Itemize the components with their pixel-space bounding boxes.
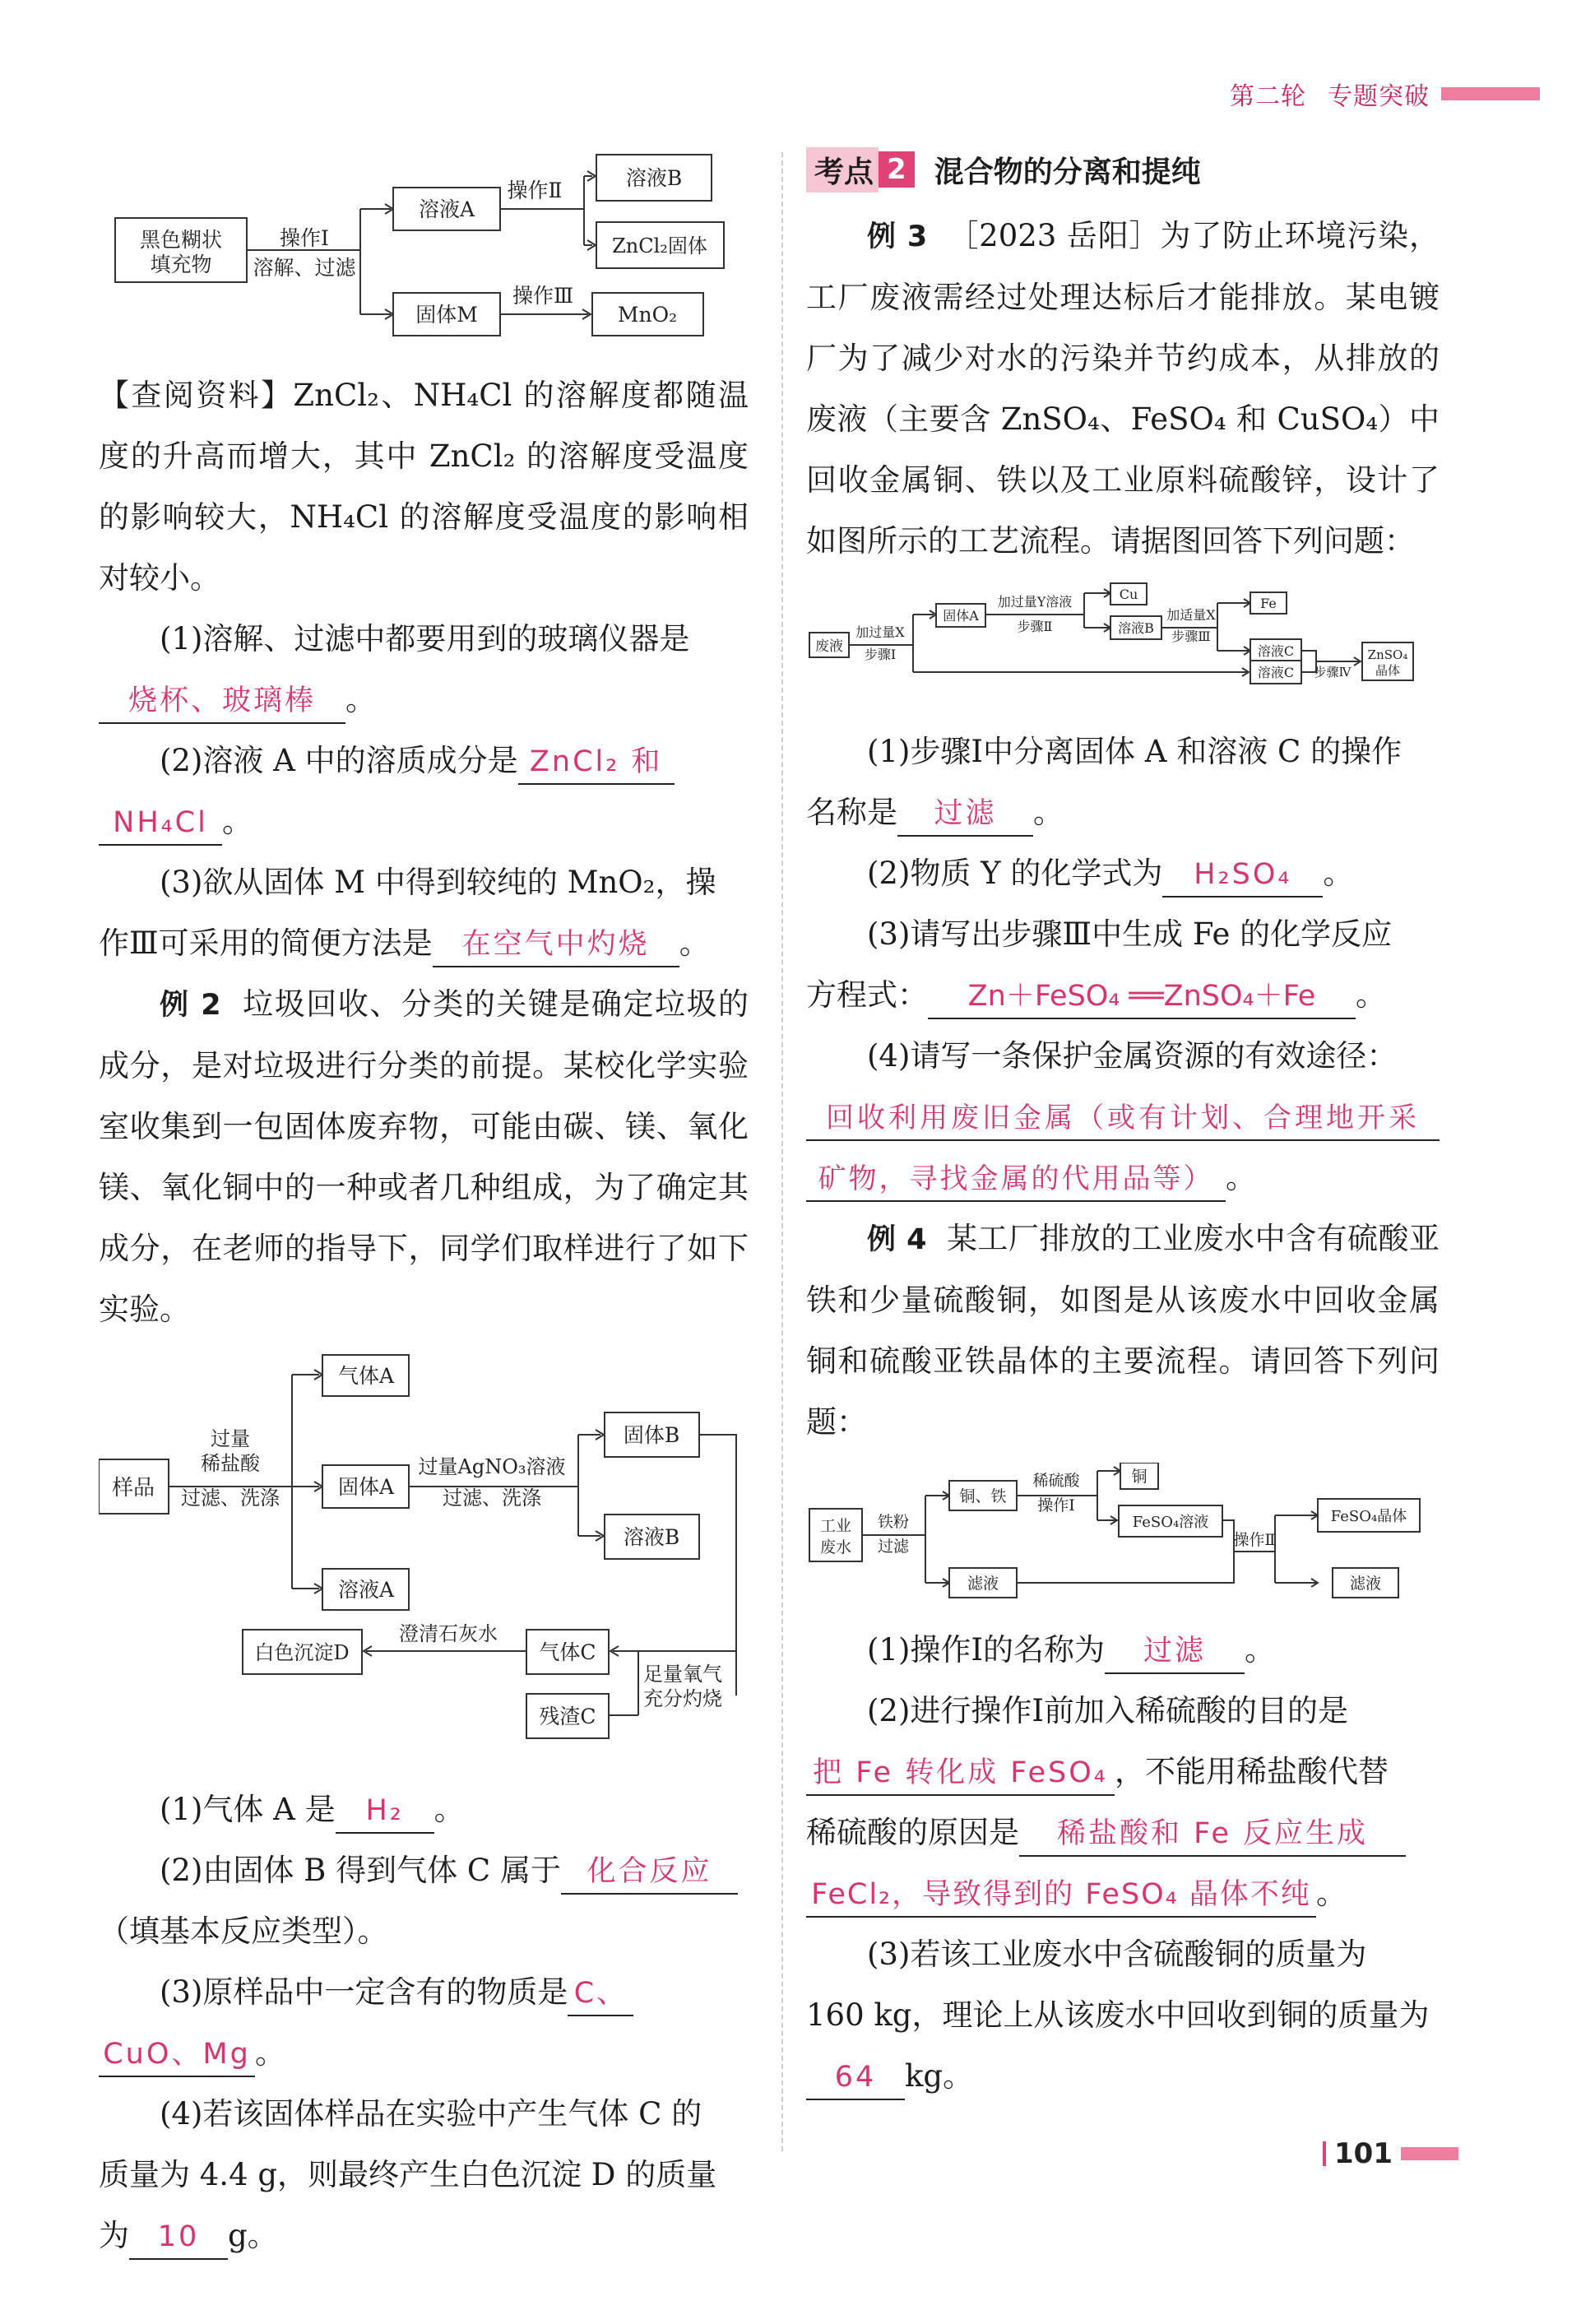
r-answer-4b: 矿物，寻找金属的代用品等） xyxy=(806,1157,1226,1202)
r2-label-b: 过滤、洗涤 xyxy=(443,1487,541,1510)
answer-7: 10 xyxy=(129,2215,228,2260)
page-number-text: 101 xyxy=(1334,2137,1393,2170)
page-number xyxy=(1323,2137,1458,2170)
box-solidB-label: 固体B xyxy=(623,1423,680,1447)
r3-label-a: 足量氧气 xyxy=(643,1663,722,1686)
r-answer-6c: FeCl₂，导致得到的 FeSO₄ 晶体不纯 xyxy=(806,1873,1316,1918)
r3-label-b: 充分灼烧 xyxy=(643,1687,722,1710)
example-4: 例 4 某工厂排放的工业废水中含有硫酸亚铁和少量硫酸铜，如图是从该废水中回收金属铜和硫酸亚铁晶体的主要流程。请回答下列问题： xyxy=(806,1221,1440,1440)
question-1: (1)溶解、过滤中都要用到的玻璃仪器是 xyxy=(160,621,690,656)
op4-label: 操作Ⅱ xyxy=(1233,1531,1276,1549)
box-solB3-label: 溶液B xyxy=(1118,620,1154,636)
r-question-6: (2)进行操作Ⅰ前加入稀硫酸的目的是 xyxy=(867,1693,1349,1728)
box-filt1-label: 滤液 xyxy=(967,1575,999,1593)
example-2-label: 例 2 xyxy=(160,989,221,1022)
header-bar xyxy=(1441,87,1540,100)
question-6-line2: CuO、Mg 。 xyxy=(99,2023,749,2084)
r-question-4-line3: 矿物，寻找金属的代用品等） 。 xyxy=(806,1148,1440,1208)
r4-label-b: 过滤 xyxy=(877,1538,910,1556)
r-answer-7: 64 xyxy=(806,2056,905,2100)
box-start-label-2: 填充物 xyxy=(150,253,212,276)
r-question-6-line2: 把 Fe 转化成 FeSO₄ ，不能用稀盐酸代替 xyxy=(806,1742,1440,1802)
box-start-label: 黑色糊状 xyxy=(139,228,223,252)
box-residueC-label: 残渣C xyxy=(539,1705,596,1728)
question-4: (1)气体 A 是 H₂ 。 xyxy=(99,1779,749,1840)
r-question-7: (3)若该工业废水中含硫酸铜的质量为 xyxy=(867,1937,1367,1972)
box-solC3a-label: 溶液C xyxy=(1257,643,1295,659)
question-7-line2: 质量为 4.4 g，则最终产生白色沉淀 D 的质量 xyxy=(99,2157,717,2192)
r-answer-4a: 回收利用废旧金属（或有计划、合理地开采 xyxy=(806,1097,1440,1141)
flow-diagram-1 xyxy=(99,140,749,354)
question-3-line2: 作Ⅲ可采用的简便方法是 在空气中灼烧 。 xyxy=(99,913,749,974)
box-waste4-label-2: 废水 xyxy=(819,1538,852,1556)
page-number-bar xyxy=(1323,2141,1326,2166)
box-solidA-label: 固体A xyxy=(337,1475,395,1499)
answer-6b: CuO、Mg xyxy=(99,2033,255,2077)
header-section: 第二轮 xyxy=(1230,82,1306,111)
answer-4: H₂ xyxy=(336,1789,434,1834)
topic-kaodian: 考点 xyxy=(806,147,879,193)
question-5-line2: （填基本反应类型）。 xyxy=(99,1913,388,1949)
s3-label-a: 加适量X xyxy=(1166,607,1216,623)
box-solB-label: 溶液B xyxy=(625,166,683,190)
box-waste4-label: 工业 xyxy=(819,1517,852,1535)
left-column xyxy=(99,140,749,2266)
answer-6a: C、 xyxy=(568,1972,633,2016)
box-sample-label: 样品 xyxy=(111,1476,155,1501)
info-paragraph: 【查阅资料】ZnCl₂、NH₄Cl 的溶解度都随温度的升高而增大，其中 ZnCl₂ 的溶解度受温度的影响较大，NH₄Cl 的溶解度受温度的影响相对较小。 xyxy=(99,378,749,596)
question-5: (2)由固体 B 得到气体 C 属于 化合反应 xyxy=(99,1840,749,1901)
s2-label-a: 加过量Y溶液 xyxy=(997,594,1073,610)
op1-sublabel: 溶解、过滤 xyxy=(253,256,356,280)
box-solA2-label: 溶液A xyxy=(337,1578,395,1602)
s4-label: 步骤Ⅳ xyxy=(1314,665,1352,680)
r1-label-b: 稀盐酸 xyxy=(201,1452,260,1475)
question-7-line3: 为 10 g。 xyxy=(99,2206,749,2266)
r4-label-a: 铁粉 xyxy=(877,1513,910,1531)
topic-header xyxy=(806,145,1440,194)
question-2-answer-line: NH₄Cl 。 xyxy=(99,791,749,852)
example-2: 例 2 垃圾回收、分类的关键是确定垃圾的成分，是对垃圾进行分类的前提。某校化学实验室收集到一包固体废弃物，可能由碳、镁、氧化镁、氧化铜中的一种或者几种组成，为了确定其成分，在老师的指导下，同学们取样进行了如下实验。 xyxy=(99,986,749,1327)
r-question-4: (4)请写一条保护金属资源的有效途径： xyxy=(867,1038,1398,1074)
r-question-3-line2: 方程式： Zn＋FeSO₄ ══ZnSO₄＋Fe 。 xyxy=(806,965,1440,1026)
flow-diagram-4 xyxy=(806,1463,1440,1615)
page-header xyxy=(1230,76,1540,112)
s2-label-b: 步骤Ⅱ xyxy=(1017,619,1053,634)
op1-label: 操作Ⅰ xyxy=(280,226,329,250)
r-answer-2: H₂SO₄ xyxy=(1162,853,1323,898)
question-1-answer-line: 烧杯、玻璃棒 。 xyxy=(99,670,749,731)
header-topic: 专题突破 xyxy=(1328,82,1430,111)
r1-label-a: 过量 xyxy=(211,1427,250,1450)
s1-label-b: 步骤Ⅰ xyxy=(864,647,897,662)
r1-label-c: 过滤、洗涤 xyxy=(181,1487,280,1510)
question-6: (3)原样品中一定含有的物质是 C、 xyxy=(99,1962,749,2023)
box-fe3-label: Fe xyxy=(1260,596,1277,611)
s3-label-b: 步骤Ⅲ xyxy=(1171,629,1211,644)
answer-3: 在空气中灼烧 xyxy=(433,923,679,967)
answer-2b: NH₄Cl xyxy=(99,801,222,846)
r-question-1: (1)步骤Ⅰ中分离固体 A 和溶液 C 的操作 xyxy=(867,734,1402,769)
box-solB2-label: 溶液B xyxy=(623,1525,680,1549)
example-4-label: 例 4 xyxy=(867,1223,927,1256)
s1-label-a: 加过量X xyxy=(855,624,905,640)
question-2: (2)溶液 A 中的溶质成分是 ZnCl₂ 和 xyxy=(99,731,749,791)
box-znso4-label: ZnSO₄ xyxy=(1367,647,1408,662)
right-column xyxy=(806,145,1440,2107)
box-solC3b-label: 溶液C xyxy=(1257,665,1295,680)
example-3-label: 例 3 xyxy=(867,220,928,253)
question-3: (3)欲从固体 M 中得到较纯的 MnO₂，操 xyxy=(160,865,716,900)
question-7: (4)若该固体样品在实验中产生气体 C 的 xyxy=(160,2096,702,2131)
box-feso4-label: FeSO₄溶液 xyxy=(1132,1514,1209,1531)
r-question-4-line2 xyxy=(806,1087,1440,1148)
box-znso4-label-2: 晶体 xyxy=(1375,663,1401,678)
op3-label: 操作Ⅲ xyxy=(512,284,574,308)
r-question-1-line2: 名称是 过滤 。 xyxy=(806,782,1440,843)
answer-5: 化合反应 xyxy=(561,1850,738,1895)
r2-label-a: 过量AgNO₃溶液 xyxy=(418,1455,566,1478)
r-question-7-line3: 64 kg。 xyxy=(806,2046,1440,2107)
r-answer-6a: 把 Fe 转化成 FeSO₄ xyxy=(806,1751,1115,1796)
answer-1: 烧杯、玻璃棒 xyxy=(99,680,345,724)
r-question-7-line2: 160 kg，理论上从该废水中回收到铜的质量为 xyxy=(806,1997,1430,2033)
box-solA-label: 溶液A xyxy=(418,197,475,221)
box-cu3-label: Cu xyxy=(1119,587,1138,602)
lime-label: 澄清石灰水 xyxy=(399,1622,498,1645)
r4-label-d: 操作Ⅰ xyxy=(1037,1496,1075,1515)
example-3: 例 3 ［2023 岳阳］为了防止环境污染，工厂废液需经过处理达标后才能排放。某电镀厂为了减少对水的污染并节约成本，从排放的废液（主要含 ZnSO₄、FeSO₄ 和 CuSO₄）中回收金属铜、铁以及工业原料硫酸锌，设计了如图所示的工艺流程。请据图回答下列问题： xyxy=(806,218,1440,559)
r-question-6-line3: 稀硫酸的原因是 稀盐酸和 Fe 反应生成 xyxy=(806,1802,1440,1863)
r-question-6-line4: FeCl₂，导致得到的 FeSO₄ 晶体不纯 。 xyxy=(806,1863,1440,1924)
answer-2a: ZnCl₂ 和 xyxy=(518,740,675,785)
r-answer-5: 过滤 xyxy=(1105,1630,1245,1674)
r-answer-1: 过滤 xyxy=(897,792,1033,837)
op2-label: 操作Ⅱ xyxy=(507,179,563,202)
box-crystal-label: FeSO₄晶体 xyxy=(1330,1508,1407,1525)
box-gasA-label: 气体A xyxy=(337,1364,395,1388)
box-gasC-label: 气体C xyxy=(539,1640,596,1664)
box-whiteD-label: 白色沉淀D xyxy=(254,1641,350,1664)
box-cufe-label: 铜、铁 xyxy=(959,1487,1007,1505)
box-filt2-label: 滤液 xyxy=(1349,1575,1382,1593)
box-mno2-label: MnO₂ xyxy=(617,303,678,327)
r-question-5: (1)操作Ⅰ的名称为 过滤 。 xyxy=(806,1620,1440,1681)
topic-title: 混合物的分离和提纯 xyxy=(934,155,1201,189)
flow-diagram-3 xyxy=(806,582,1440,721)
column-separator xyxy=(781,152,783,2151)
box-zncl2-label: ZnCl₂固体 xyxy=(612,234,707,257)
r4-label-c: 稀硫酸 xyxy=(1032,1472,1080,1490)
r-question-2: (2)物质 Y 的化学式为 H₂SO₄ 。 xyxy=(806,843,1440,904)
r-answer-6b: 稀盐酸和 Fe 反应生成 xyxy=(1019,1812,1406,1857)
box-cu4-label: 铜 xyxy=(1131,1468,1148,1486)
topic-number: 2 xyxy=(879,151,915,188)
page-number-ribbon xyxy=(1401,2147,1458,2160)
r-answer-3: Zn＋FeSO₄ ══ZnSO₄＋Fe xyxy=(928,975,1356,1019)
box-solidM-label: 固体M xyxy=(415,303,478,327)
box-solidA3-label: 固体A xyxy=(943,608,979,624)
flow-diagram-2 xyxy=(99,1348,749,1776)
r-question-3: (3)请写出步骤Ⅲ中生成 Fe 的化学反应 xyxy=(867,916,1393,952)
box-waste-label: 废液 xyxy=(815,638,843,655)
